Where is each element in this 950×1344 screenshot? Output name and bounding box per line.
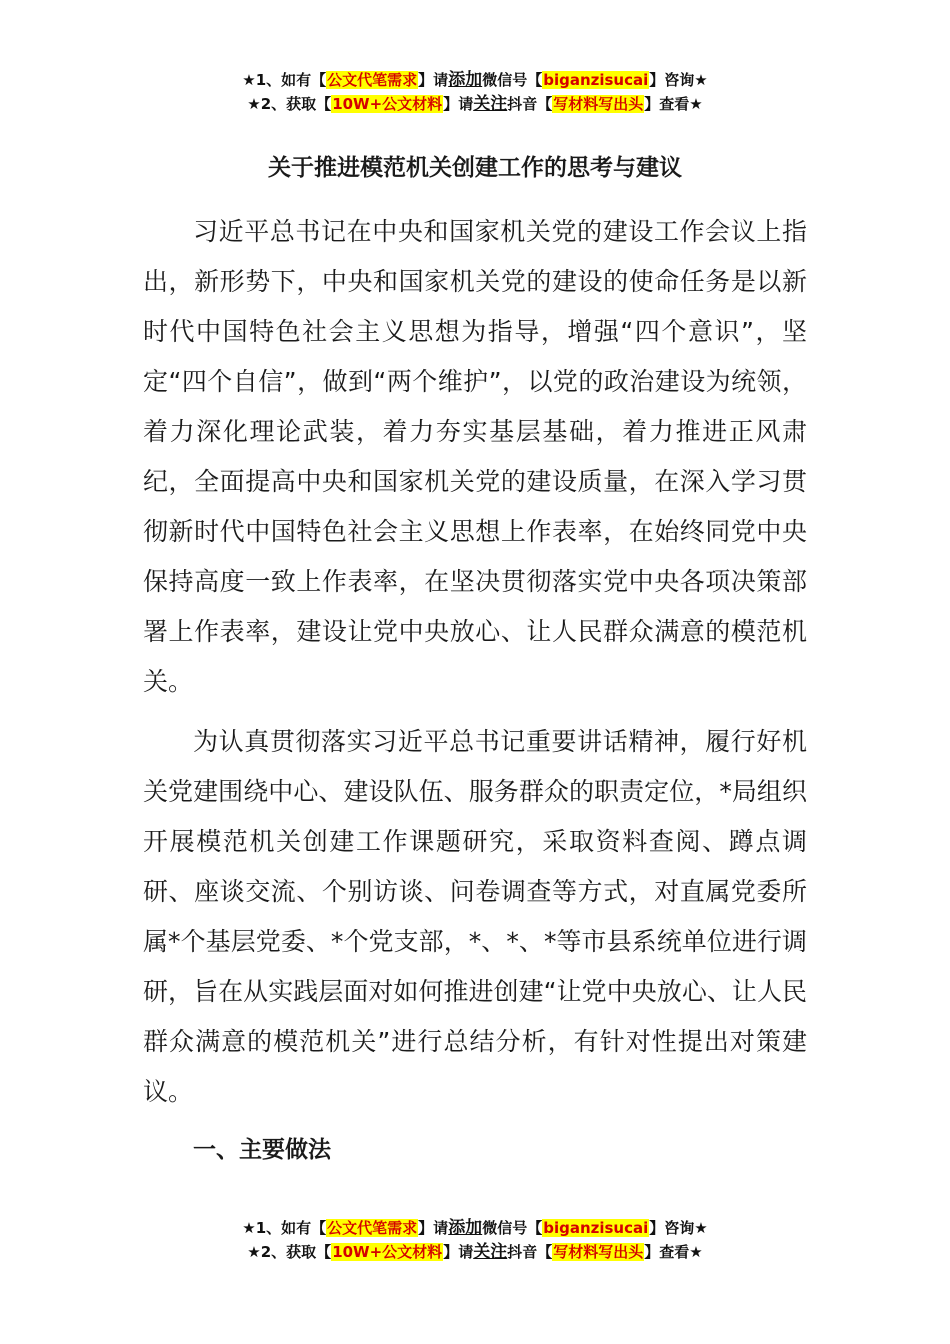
- banner-text: ★1、如有【: [242, 71, 327, 89]
- banner-text: 抖音【: [507, 95, 553, 113]
- document-title: 关于推进模范机关创建工作的思考与建议: [268, 155, 682, 181]
- body-paragraph: 习近平总书记在中央和国家机关党的建设工作会议上指出，新形势下，中央和国家机关党的建设的使命任务是以新时代中国特色社会主义思想为指导，增强“四个意识”，坚定“四个自信”，做到“两个维护”，以党的政治建设为统领，着力深化理论武装，着力夯实基层基础，着力推进正风肃纪，全面提高中央和国家机关党的建设质量，在深入学习贯彻新时代中国特色社会主义思想上作表率，在始终同党中央保持高度一致上作表率，在坚决贯彻落实党中央各项决策部署上作表率，建设让党中央放心、让人民群众满意的模范机关。: [143, 217, 807, 696]
- banner-text: 】查看★: [644, 95, 703, 113]
- banner-line-2: [0, 92, 950, 116]
- header-banner: [0, 68, 950, 116]
- highlight-douyin-account: 写材料写出头: [553, 1243, 644, 1261]
- banner-line-1: [0, 1216, 950, 1240]
- section-heading: 一、主要做法: [193, 1137, 331, 1163]
- highlight-materials: 10W+公文材料: [332, 95, 443, 113]
- banner-text: 微信号【: [482, 1219, 543, 1237]
- banner-text: 】请: [443, 95, 474, 113]
- banner-text: 】咨询★: [649, 1219, 708, 1237]
- emphasis-text: 添加: [448, 1218, 483, 1238]
- emphasis-text: 关注: [473, 94, 508, 114]
- emphasis-text: 添加: [448, 70, 483, 90]
- highlight-service: 公文代笔需求: [327, 71, 418, 89]
- banner-text: 微信号【: [482, 71, 543, 89]
- body-paragraph: 为认真贯彻落实习近平总书记重要讲话精神，履行好机关党建围绕中心、建设队伍、服务群众的职责定位，*局组织开展模范机关创建工作课题研究，采取资料查阅、蹲点调研、座谈交流、个别访谈、问卷调查等方式，对直属党委所属*个基层党委、*个党支部，*、*、*等市县系统单位进行调研，旨在从实践层面对如何推进创建“让党中央放心、让人民群众满意的模范机关”进行总结分析，有针对性提出对策建议。: [143, 727, 807, 1106]
- banner-text: ★2、获取【: [247, 95, 332, 113]
- banner-text: 】查看★: [644, 1243, 703, 1261]
- banner-text: ★2、获取【: [247, 1243, 332, 1261]
- highlight-wechat-id: biganzisucai: [543, 71, 649, 89]
- banner-text: 】咨询★: [649, 71, 708, 89]
- banner-text: 抖音【: [507, 1243, 553, 1261]
- banner-text: ★1、如有【: [242, 1219, 327, 1237]
- footer-banner: [0, 1216, 950, 1264]
- highlight-service: 公文代笔需求: [327, 1219, 418, 1237]
- emphasis-text: 关注: [473, 1242, 508, 1262]
- banner-line-2: [0, 1240, 950, 1264]
- banner-text: 】请: [443, 1243, 474, 1261]
- banner-text: 】请: [418, 71, 449, 89]
- banner-line-1: [0, 68, 950, 92]
- highlight-wechat-id: biganzisucai: [543, 1219, 649, 1237]
- highlight-materials: 10W+公文材料: [332, 1243, 443, 1261]
- banner-text: 】请: [418, 1219, 449, 1237]
- highlight-douyin-account: 写材料写出头: [553, 95, 644, 113]
